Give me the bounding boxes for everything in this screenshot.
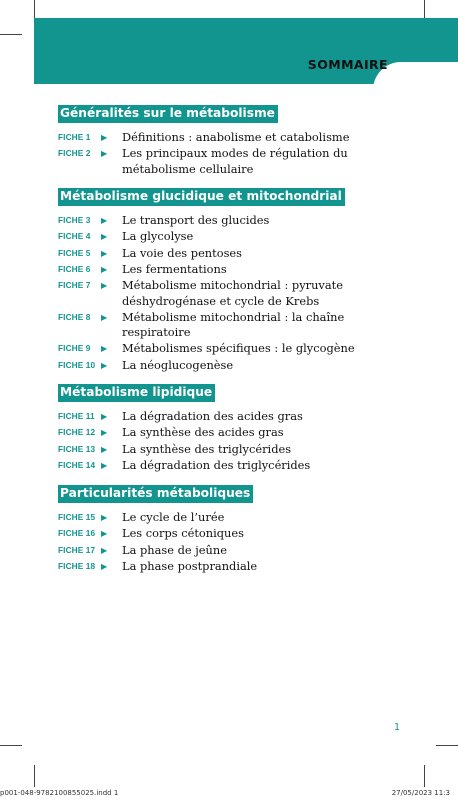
entry-label: La synthèse des acides gras — [122, 425, 284, 440]
crop-mark — [34, 765, 35, 787]
crop-mark — [424, 765, 425, 787]
triangle-right-icon: ▶ — [101, 133, 108, 142]
toc-entry[interactable] — [58, 559, 398, 574]
toc-entry[interactable] — [58, 510, 398, 525]
entry-label: Les principaux modes de régulation du métabolisme cellulaire — [122, 146, 348, 176]
entry-label: La glycolyse — [122, 229, 194, 244]
crop-mark — [0, 34, 22, 35]
entry-label: La dégradation des triglycérides — [122, 458, 311, 473]
entry-label: La phase postprandiale — [122, 558, 258, 573]
triangle-right-icon: ▶ — [101, 215, 108, 225]
fiche-number: FICHE 12 — [58, 427, 96, 438]
toc-entry[interactable] — [58, 130, 398, 145]
toc-entry[interactable] — [58, 526, 398, 541]
entry-label: Le cycle de l’urée — [122, 509, 225, 524]
entry-label: La dégradation des acides gras — [122, 409, 303, 424]
entry-label: La synthèse des triglycérides — [122, 441, 292, 456]
triangle-right-icon: ▶ — [101, 232, 108, 242]
fiche-number: FICHE 17 — [58, 544, 96, 555]
toc-entry[interactable] — [58, 262, 398, 277]
toc-section — [58, 383, 398, 474]
triangle-right-icon: ▶ — [101, 444, 108, 454]
fiche-number: FICHE 8 — [58, 311, 91, 322]
entry-label: La phase de jeûne — [122, 542, 227, 557]
toc-entry[interactable] — [58, 278, 398, 308]
fiche-number: FICHE 10 — [58, 359, 96, 370]
toc-section — [58, 187, 398, 373]
toc-section — [58, 484, 398, 575]
fiche-number: FICHE 18 — [58, 560, 96, 571]
crop-mark — [0, 745, 22, 746]
print-slug-file: p001-048-9782100855025.indd 1 — [0, 789, 119, 797]
toc-entry[interactable] — [58, 341, 398, 356]
section-title: Particularités métaboliques — [58, 485, 253, 503]
triangle-right-icon: ▶ — [101, 529, 108, 539]
toc-entry[interactable] — [58, 458, 398, 473]
toc-entry[interactable] — [58, 310, 398, 340]
triangle-right-icon: ▶ — [101, 545, 108, 555]
section-title: Métabolisme lipidique — [58, 384, 215, 402]
triangle-right-icon: ▶ — [101, 265, 108, 275]
page-title: SOMMAIRE — [307, 57, 388, 72]
triangle-right-icon: ▶ — [101, 461, 108, 471]
entry-label: Les fermentations — [122, 262, 227, 277]
triangle-right-icon: ▶ — [101, 344, 108, 354]
toc-entry[interactable] — [58, 213, 398, 228]
entry-label: Le transport des glucides — [122, 212, 270, 227]
triangle-right-icon: ▶ — [101, 428, 108, 438]
fiche-number: FICHE 1 — [58, 132, 91, 142]
fiche-number: FICHE 14 — [58, 460, 96, 471]
toc-entry[interactable] — [58, 229, 398, 244]
entry-label: Métabolisme mitochondrial : la chaîne respiratoire — [122, 309, 345, 340]
fiche-number: FICHE 16 — [58, 528, 96, 539]
triangle-right-icon: ▶ — [101, 312, 108, 322]
triangle-right-icon: ▶ — [101, 149, 108, 159]
toc-section — [58, 104, 398, 177]
page-number: 1 — [394, 722, 401, 733]
section-title: Généralités sur le métabolisme — [58, 105, 278, 123]
toc-entry[interactable] — [58, 442, 398, 457]
crop-mark — [436, 745, 458, 746]
fiche-number: FICHE 3 — [58, 214, 91, 225]
entry-label: Définitions : anabolisme et catabolisme — [122, 130, 350, 144]
print-slug-date: 27/05/2023 11:3 — [391, 789, 450, 797]
entry-label: La voie des pentoses — [122, 245, 243, 260]
toc-entry[interactable] — [58, 358, 398, 373]
fiche-number: FICHE 13 — [58, 443, 96, 454]
triangle-right-icon: ▶ — [101, 360, 108, 370]
toc-entry[interactable] — [58, 246, 398, 261]
section-title: Métabolisme glucidique et mitochondrial — [58, 188, 345, 206]
fiche-number: FICHE 4 — [58, 231, 91, 242]
fiche-number: FICHE 9 — [58, 343, 91, 354]
fiche-number: FICHE 6 — [58, 264, 91, 275]
triangle-right-icon: ▶ — [101, 412, 108, 422]
entry-label: Métabolisme mitochondrial : pyruvate déshydrogénase et cycle de Krebs — [122, 278, 343, 308]
toc-entry[interactable] — [58, 543, 398, 558]
fiche-number: FICHE 7 — [58, 280, 91, 291]
entry-label: Métabolismes spécifiques : le glycogène — [122, 341, 355, 356]
toc-entry[interactable] — [58, 146, 398, 176]
triangle-right-icon: ▶ — [101, 512, 108, 522]
entry-label: La néoglucogenèse — [122, 357, 234, 372]
entry-label: Les corps cétoniques — [122, 526, 244, 541]
toc-entry[interactable] — [58, 425, 398, 440]
fiche-number: FICHE 11 — [58, 411, 95, 422]
triangle-right-icon: ▶ — [101, 281, 108, 291]
fiche-number: FICHE 5 — [58, 247, 91, 258]
triangle-right-icon: ▶ — [101, 248, 108, 258]
fiche-number: FICHE 15 — [58, 511, 96, 522]
fiche-number: FICHE 2 — [58, 148, 91, 159]
toc-entry[interactable] — [58, 409, 398, 424]
triangle-right-icon: ▶ — [101, 561, 108, 571]
table-of-contents — [58, 104, 398, 584]
header-banner — [34, 18, 458, 84]
